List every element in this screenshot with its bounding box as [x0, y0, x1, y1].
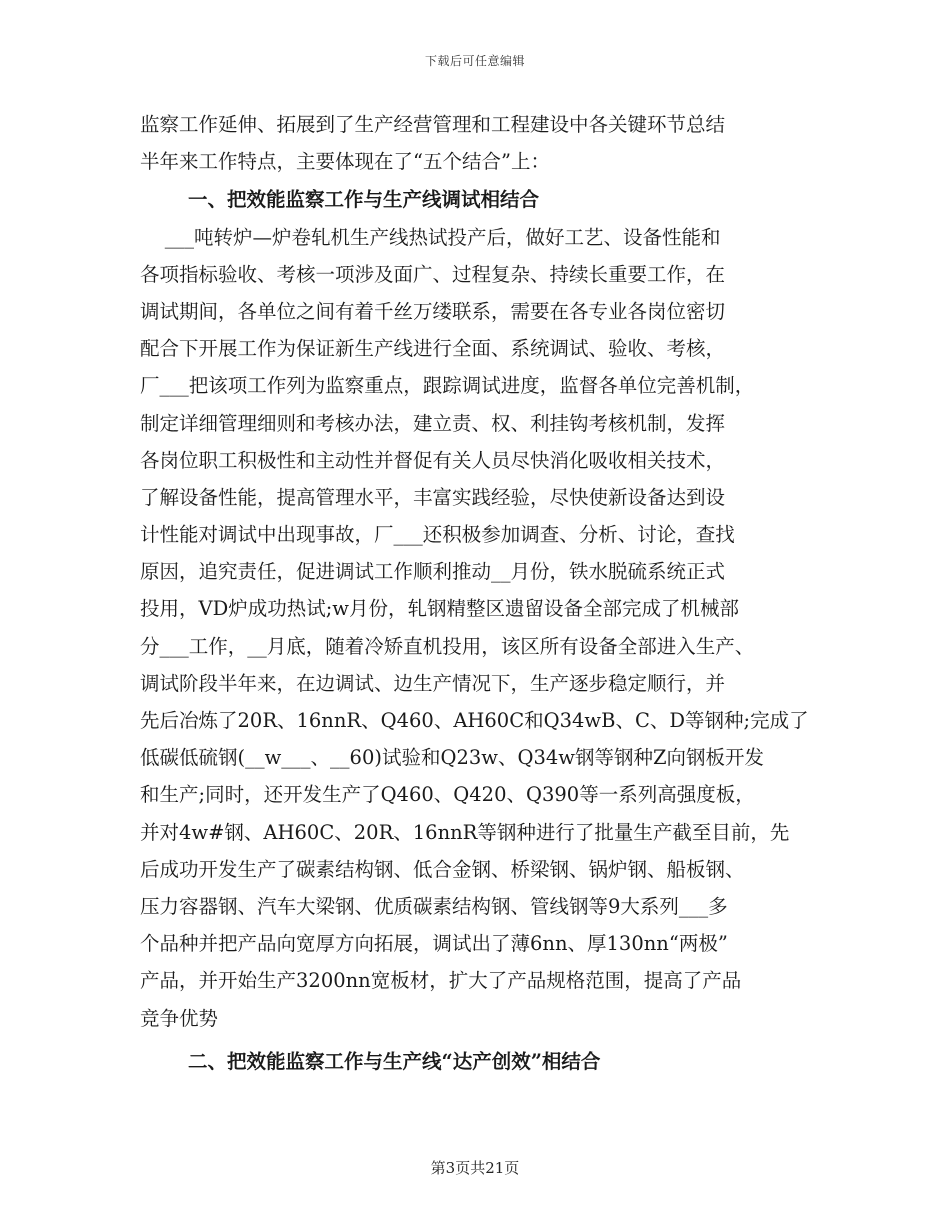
body-line: 厂___把该项工作列为监察重点，跟踪调试进度，监督各单位完善机制， [140, 374, 755, 398]
body-line: 产品，并开始生产3200nn宽板材，扩大了产品规格范围，提高了产品 [140, 969, 742, 993]
body-line: 各岗位职工积极性和主动性并督促有关人员尽快消化吸收相关技术， [140, 448, 726, 472]
body-line: 各项指标验收、考核一项涉及面广、过程复杂、持续长重要工作，在 [140, 262, 726, 286]
body-line: 投用，VD炉成功热试;w月份，轧钢精整区遗留设备全部完成了机械部 [140, 597, 739, 621]
body-line: 并对4w#钢、AH60C、20R、16nnR等钢种进行了批量生产截至目前，先 [140, 820, 790, 844]
body-line: 个品种并把产品向宽厚方向拓展，调试出了薄6nn、厚130nn“两极” [140, 932, 728, 956]
body-line: 压力容器钢、汽车大梁钢、优质碳素结构钢、管线钢等9大系列___多 [140, 894, 728, 918]
page-header: 下载后可任意编辑 [424, 54, 525, 68]
body-line: 制定详细管理细则和考核办法，建立责、权、利挂钩考核机制，发挥 [140, 411, 726, 435]
document-body [140, 106, 830, 1080]
body-line: 监察工作延伸、拓展到了生产经营管理和工程建设中各关键环节总结 [140, 113, 726, 136]
body-line: 先后冶炼了20R、16nnR、Q460、AH60C和Q34wB、C、D等钢种;完成了 [140, 709, 809, 732]
body-line: 和生产;同时，还开发生产了Q460、Q420、Q390等一系列高强度板， [140, 783, 755, 807]
body-line: 分___工作，__月底，随着冷矫直机投用，该区所有设备全部进入生产、 [140, 634, 755, 658]
body-line: 半年来工作特点，主要体现在了“五个结合”上： [140, 150, 550, 174]
section-heading-1: 一、把效能监察工作与生产线调试相结合 [188, 188, 540, 212]
body-line: 低碳低硫钢(__w___、__60)试验和Q23w、Q34w钢等钢种Z向钢板开发 [140, 746, 765, 770]
body-line: 竞争优势 [140, 1006, 219, 1030]
body-line: 调试阶段半年来，在边调试、边生产情况下，生产逐步稳定顺行，并 [140, 671, 726, 695]
body-line: 后成功开发生产了碳素结构钢、低合金钢、桥梁钢、锅炉钢、船板钢、 [140, 857, 745, 881]
body-line: 了解设备性能，提高管理水平，丰富实践经验，尽快使新设备达到设 [140, 485, 726, 509]
body-line: 配合下开展工作为保证新生产线进行全面、系统调试、验收、考核， [140, 337, 726, 361]
body-line: 调试期间，各单位之间有着千丝万缕联系，需要在各专业各岗位密切 [140, 299, 726, 323]
body-line: ___吨转炉—炉卷轧机生产线热试投产后，做好工艺、设备性能和 [140, 225, 721, 249]
section-heading-2: 二、把效能监察工作与生产线“达产创效”相结合 [188, 1049, 601, 1073]
body-line: 计性能对调试中出现事故，厂___还积极参加调查、分析、讨论，查找 [140, 523, 735, 547]
page-number: 第3页共21页 [430, 1159, 520, 1177]
body-line: 原因，追究责任，促进调试工作顺利推动__月份，铁水脱硫系统正式 [140, 560, 726, 584]
